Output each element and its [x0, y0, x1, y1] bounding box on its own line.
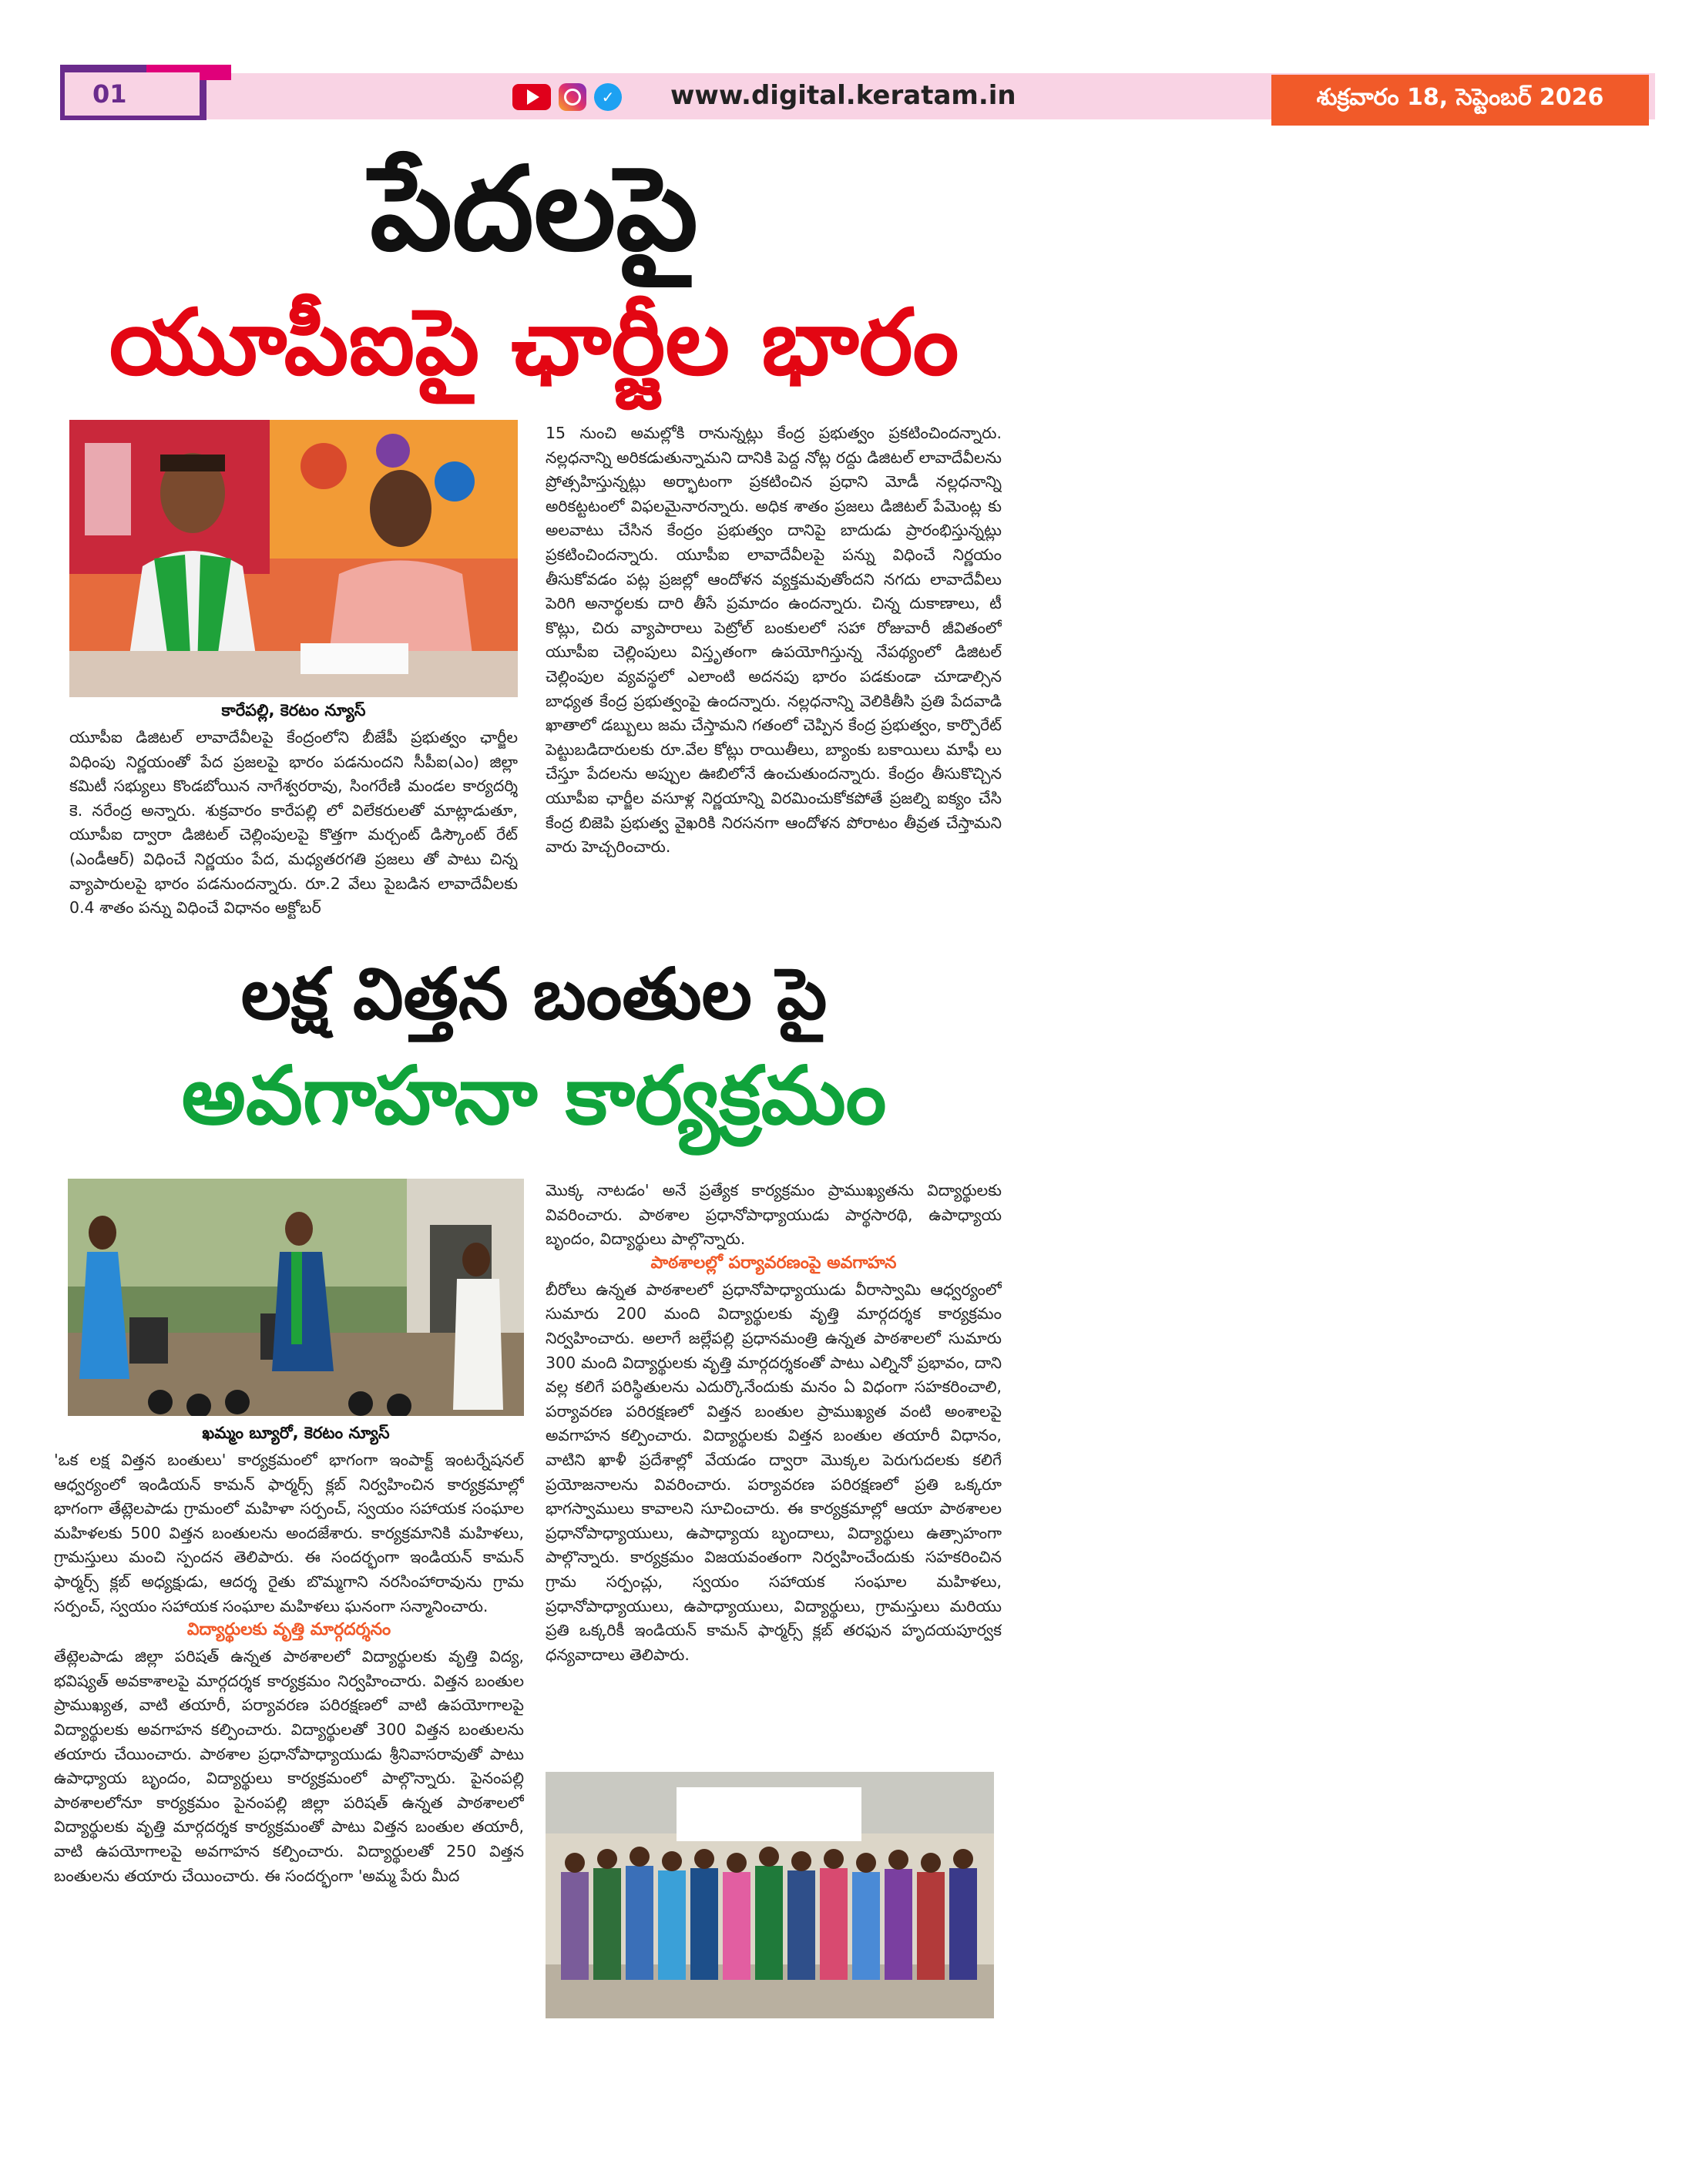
- story2-subhead-2: పాఠశాలల్లో పర్యావరణంపై అవగాహన: [650, 1253, 897, 1273]
- story1-headline-top: పేదలపై: [370, 143, 698, 277]
- story2-subhead-1: విద్యార్థులకు వృత్తి మార్గదర్శనం: [186, 1620, 391, 1640]
- story2-photo-group: [546, 1772, 994, 2018]
- date-box: [1271, 75, 1649, 126]
- issue-date: శుక్రవారం 18, సెప్టెంబర్ 2026: [1316, 84, 1604, 111]
- story2-right-column: [546, 1179, 1002, 1764]
- story2-right-text-1: మొక్క నాటడం' అనే ప్రత్యేక కార్యక్రమం ప్రాముఖ్యతను విద్యార్థులకు వివరించారు. పాఠశాల ప్రధానోపాధ్యాయుడు పార్థసారథి, ఉపాధ్యాయ బృందం, విద్యార్థులు పాల్గొన్నారు.: [546, 1181, 1002, 1249]
- story2-left-text-1: 'ఒక లక్ష విత్తన బంతులు' కార్యక్రమంలో భాగంగా ఇంపాక్ట్ ఇంటర్నేషనల్ ఆధ్వర్యంలో ఇండియన్ కామన్ ఫార్మర్స్ క్లబ్ నిర్వహించిన కార్యక్రమాల్లో భాగంగా తేట్లెలపాడు గ్రామంలో మహిళా సర్పంచ్, స్వయం సహాయక సంఘాల మహిళలకు 500 విత్తన బంతులను అందజేశారు. కార్యక్రమానికి మహిళలు, గ్రామస్తులు మంచి స్పందన తెలిపారు. ఈ సందర్భంగా ఇండియన్ కామన్ ఫార్మర్స్ క్లబ్ అధ్యక్షుడు, ఆదర్శ రైతు బొమ్మగాని నరసింహారావును గ్రామ సర్పంచ్, స్వయం సహాయక సంఘాల మహిళలు ఘనంగా సన్మానించారు.: [54, 1451, 524, 1615]
- page-number-inner: [65, 72, 200, 116]
- story2-photo-event: [68, 1179, 524, 1416]
- youtube-icon[interactable]: [512, 84, 551, 110]
- story1-photo: [69, 420, 518, 697]
- story2-right-text-2: బీరోలు ఉన్నత పాఠశాలలో ప్రధానోపాధ్యాయుడు వీరాస్వామి ఆధ్వర్యంలో సుమారు 200 మంది విద్యార్థులకు వృత్తి మార్గదర్శక కార్యక్రమం నిర్వహించారు. అలాగే జల్లేపల్లి ప్రధానమంత్రి ఉన్నత పాఠశాలలో సుమారు 300 మంది విద్యార్థులకు వృత్తి మార్గదర్శకంతో పాటు ఎల్నినో ప్రభావం, దాని వల్ల కలిగే పరిస్థితులను ఎదుర్కొనేందుకు మనం ఏ విధంగా సహకరించాలి, పర్యావరణ పరిరక్షణలో విత్తన బంతుల ప్రాముఖ్యత వంటి అంశాలపై అవగాహన కల్పించారు. విద్యార్థులకు విత్తన బంతుల తయారీ విధానం, వాటిని ఖాళీ ప్రదేశాల్లో వేయడం ద్వారా మొక్కల పెరుగుదలకు కలిగే ప్రయోజనాలను వివరించారు. పర్యావరణ పరిరక్షణలో ప్రతి ఒక్కరూ భాగస్వాములు కావాలని సూచించారు. ఈ కార్యక్రమాల్లో ఆయా పాఠశాలల ప్రధానోపాధ్యాయులు, ఉపాధ్యాయ బృందాలు, విద్యార్థులు ఉత్సాహంగా పాల్గొన్నారు. కార్యక్రమం విజయవంతంగా నిర్వహించేందుకు సహకరించిన గ్రామ సర్పంచ్లు, స్వయం సహాయక సంఘాల మహిళలు, ప్రధానోపాధ్యాయులు, ఉపాధ్యాయులు, విద్యార్థులు, గ్రామస్తులు మరియు ప్రతి ఒక్కరికీ ఇండియన్ కామన్ ఫార్మర్స్ క్లబ్ తరఫున హృదయపూర్వక ధన్యవాదాలు తెలిపారు.: [546, 1280, 1002, 1664]
- story1-left-column: యూపీఐ డిజిటల్ లావాదేవీలపై కేంద్రంలోని బీజేపీ ప్రభుత్వం ఛార్జీల విధింపు నిర్ణయంతో పేద ప్రజలపై భారం పడనుందని సీపీఐ(ఎం) జిల్లా కమిటీ సభ్యులు కొండబోయిన నాగేశ్వరరావు, సింగరేణి మండల కార్యదర్శి కె. నరేంద్ర అన్నారు. శుక్రవారం కారేపల్లి లో విలేకరులతో మాట్లాడుతూ, యూపీఐ ద్వారా డిజిటల్ చెల్లింపులపై కొత్తగా మర్చంట్ డిస్కౌంట్ రేట్ (ఎండీఆర్) విధించే నిర్ణయం పేద, మధ్యతరగతి ప్రజలు తో పాటు చిన్న వ్యాపారులపై భారం పడనుందన్నారు. రూ.2 వేలు పైబడిన లావాదేవీలకు 0.4 శాతం పన్ను విధించే విధానం అక్టోబర్: [69, 728, 518, 918]
- twitter-icon[interactable]: ✓: [594, 83, 622, 111]
- site-url-link[interactable]: www.digital.keratam.in: [670, 80, 1016, 111]
- story2-left-column: [54, 1448, 524, 2034]
- story1-headline-main: యూపీఐపై ఛార్జీల భారం: [109, 289, 959, 395]
- page-number: 01: [92, 79, 127, 109]
- story1-right-column: 15 నుంచి అమల్లోకి రానున్నట్లు కేంద్ర ప్రభుత్వం ప్రకటించిందన్నారు. నల్లధనాన్ని అరికడుతున్నామని దానికి పెద్ద నోట్ల రద్దు డిజిటల్ లావాదేవీలను ప్రోత్సహిస్తున్నట్లు అర్భాటంగా ప్రకటించిన ప్రధాని మోడీ నల్లధనాన్ని అరికట్టటంలో విఫలమైనారన్నారు. అధిక శాతం ప్రజలు డిజిటల్ పేమెంట్ల కు అలవాటు చేసిన కేంద్రం ప్రభుత్వం దానిపై బాదుడు ప్రారంభిస్తున్నట్లు ప్రకటించిందన్నారు. యూపీఐ లావాదేవీలపై పన్ను విధించే నిర్ణయం తీసుకోవడం పట్ల ప్రజల్లో ఆందోళన వ్యక్తమవుతోందని నగదు లావాదేవీలు పెరిగి అనార్థలకు దారి తీసే ప్రమాదం ఉందన్నారు. చిన్న దుకాణాలు, టీ కొట్లు, చిరు వ్యాపారాలు పెట్రోల్ బంకులలో సహా రోజువారీ జీవితంలో యూపీఐ చెల్లింపులు విస్తృతంగా ఉపయోగిస్తున్న నేపథ్యంలో డిజిటల్ చెల్లింపుల వ్యవస్థలో ఎలాంటి అదనపు భారం పడకుండా చూడాల్సిన బాధ్యత కేంద్ర ప్రభుత్వంపై ఉందన్నారు. నల్లధనాన్ని వెలికితీసి ప్రతి పేదవాడి ఖాతాలో డబ్బులు జమ చేస్తామని గతంలో చెప్పిన కేంద్ర ప్రభుత్వం, కార్పొరేట్ పెట్టుబడిదారులకు రూ.వేల కోట్లు రాయితీలు, బ్యాంకు బకాయిలు మాఫీ లు చేస్తూ పేదలను అప్పుల ఊబిలోనే ఉంచుతుందన్నారు. కేంద్రం తీసుకొచ్చిన యూపీఐ ఛార్జీల వసూళ్ల నిర్ణయాన్ని విరమించుకోకపోతే ప్రజల్ని ఐక్యం చేసి కేంద్ర బిజెపి ప్రభుత్వ వైఖరికి నిరసనగా ఆందోళన పోరాటం తీవ్రత చేస్తామని వారు హెచ్చరించారు.: [546, 424, 1002, 857]
- instagram-icon[interactable]: [559, 83, 586, 111]
- story1-dateline: కారేపల్లి, కెరటం న్యూస్: [221, 701, 366, 720]
- social-links: [512, 83, 622, 111]
- story2-headline-top: లక్ష విత్తన బంతుల పై: [240, 953, 828, 1035]
- story2-dateline: ఖమ్మం బ్యూరో, కెరటం న్యూస్: [202, 1424, 390, 1442]
- story2-headline-main: అవగాహనా కార్యక్రమం: [181, 1048, 887, 1142]
- story2-left-text-2: తేట్లెలపాడు జిల్లా పరిషత్ ఉన్నత పాఠశాలలో విద్యార్థులకు వృత్తి విద్య, భవిష్యత్ అవకాశాలపై మార్గదర్శక కార్యక్రమం నిర్వహించారు. విత్తన బంతుల ప్రాముఖ్యత, వాటి తయారీ, పర్యావరణ పరిరక్షణలో వాటి ఉపయోగాలపై విద్యార్థులకు అవగాహన కల్పించారు. విద్యార్థులతో 300 విత్తన బంతులను తయారు చేయించారు. పాఠశాల ప్రధానోపాధ్యాయుడు శ్రీనివాసరావుతో పాటు ఉపాధ్యాయ బృందం, విద్యార్థులు కార్యక్రమంలో పాల్గొన్నారు. పైనంపల్లి పాఠశాలలోనూ కార్యక్రమం పైనంపల్లి జిల్లా పరిషత్ ఉన్నత పాఠశాలలో విద్యార్థులకు వృత్తి మార్గదర్శక కార్యక్రమంతో పాటు విత్తన బంతుల తయారీ, వాటి ఉపయోగాలపై అవగాహన కల్పించారు. విద్యార్థులతో 250 విత్తన బంతులను తయారు చేయించారు. ఈ సందర్భంగా 'అమ్మ పేరు మీద: [54, 1647, 524, 1885]
